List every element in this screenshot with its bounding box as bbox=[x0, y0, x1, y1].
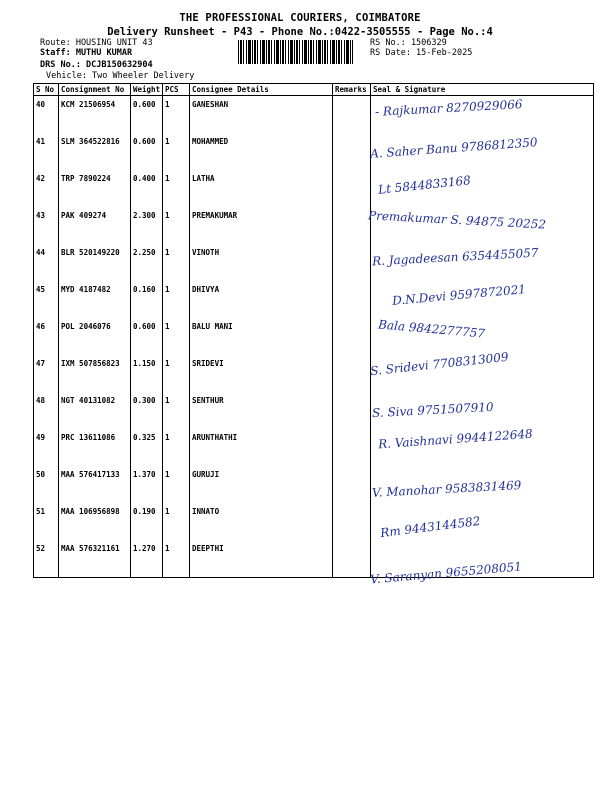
col-weight: Weight bbox=[131, 84, 163, 96]
handwritten-signature: - Rajkumar 8270929066 bbox=[374, 97, 523, 119]
cell-consignee: SENTHUR bbox=[190, 392, 333, 429]
cell-consignment: POL 2046076 bbox=[59, 318, 131, 355]
cell-weight: 0.600 bbox=[131, 96, 163, 134]
cell-pcs: 1 bbox=[163, 281, 190, 318]
cell-weight: 0.400 bbox=[131, 170, 163, 207]
cell-weight: 0.160 bbox=[131, 281, 163, 318]
cell-remarks bbox=[333, 466, 371, 503]
delivery-table bbox=[33, 83, 594, 578]
cell-consignee: DEEPTHI bbox=[190, 540, 333, 578]
handwritten-signature: V. Manohar 9583831469 bbox=[371, 478, 522, 500]
cell-remarks bbox=[333, 281, 371, 318]
table-row bbox=[34, 170, 594, 207]
handwritten-signature: Premakumar S. 94875 20252 bbox=[367, 208, 547, 232]
handwritten-signature: S. Siva 9751507910 bbox=[371, 399, 494, 421]
handwritten-signature: Rm 9443144582 bbox=[379, 513, 482, 541]
cell-sno: 45 bbox=[34, 281, 59, 318]
cell-pcs: 1 bbox=[163, 429, 190, 466]
runsheet-title: Delivery Runsheet - P43 - Phone No.:0422-3505555 - Page No.:4 bbox=[107, 26, 493, 38]
cell-consignment: PRC 13611086 bbox=[59, 429, 131, 466]
cell-consignment: MYD 4187482 bbox=[59, 281, 131, 318]
table-row bbox=[34, 392, 594, 429]
cell-weight: 0.325 bbox=[131, 429, 163, 466]
cell-sno: 49 bbox=[34, 429, 59, 466]
cell-weight: 1.150 bbox=[131, 355, 163, 392]
staff-label: Staff: MUTHU KUMAR bbox=[40, 48, 133, 58]
cell-consignment: KCM 21506954 bbox=[59, 96, 131, 134]
cell-pcs: 1 bbox=[163, 503, 190, 540]
cell-remarks bbox=[333, 429, 371, 466]
cell-consignee: GURUJI bbox=[190, 466, 333, 503]
cell-remarks bbox=[333, 392, 371, 429]
col-consignee: Consignee Details bbox=[190, 84, 333, 96]
cell-consignee: MOHAMMED bbox=[190, 133, 333, 170]
cell-consignee: LATHA bbox=[190, 170, 333, 207]
col-pcs: PCS bbox=[163, 84, 190, 96]
barcode bbox=[238, 40, 353, 64]
cell-sno: 47 bbox=[34, 355, 59, 392]
col-remarks: Remarks bbox=[333, 84, 371, 96]
cell-pcs: 1 bbox=[163, 466, 190, 503]
cell-pcs: 1 bbox=[163, 318, 190, 355]
cell-pcs: 1 bbox=[163, 540, 190, 578]
table-row bbox=[34, 355, 594, 392]
cell-pcs: 1 bbox=[163, 96, 190, 134]
cell-consignment: PAK 409274 bbox=[59, 207, 131, 244]
cell-pcs: 1 bbox=[163, 392, 190, 429]
handwritten-signature: D.N.Devi 9597872021 bbox=[391, 282, 527, 308]
cell-consignee: SRIDEVI bbox=[190, 355, 333, 392]
cell-remarks bbox=[333, 355, 371, 392]
handwritten-signature: Lt 5844833168 bbox=[377, 173, 472, 197]
handwritten-signature: R. Vaishnavi 9944122648 bbox=[377, 426, 534, 452]
cell-consignment: NGT 40131082 bbox=[59, 392, 131, 429]
cell-remarks bbox=[333, 96, 371, 134]
cell-remarks bbox=[333, 503, 371, 540]
col-signature: Seal & Signature bbox=[371, 84, 594, 96]
cell-consignee: INNATO bbox=[190, 503, 333, 540]
cell-consignment: BLR 520149220 bbox=[59, 244, 131, 281]
cell-consignee: ARUNTHATHI bbox=[190, 429, 333, 466]
cell-consignee: VINOTH bbox=[190, 244, 333, 281]
cell-pcs: 1 bbox=[163, 355, 190, 392]
company-name: THE PROFESSIONAL COURIERS, COIMBATORE bbox=[179, 12, 421, 24]
cell-consignee: GANESHAN bbox=[190, 96, 333, 134]
route-label: Route: HOUSING UNIT 43 bbox=[40, 38, 153, 48]
cell-sno: 50 bbox=[34, 466, 59, 503]
cell-sno: 44 bbox=[34, 244, 59, 281]
cell-weight: 1.270 bbox=[131, 540, 163, 578]
table-header-row bbox=[34, 84, 594, 96]
cell-consignment: IXM 507856823 bbox=[59, 355, 131, 392]
cell-remarks bbox=[333, 540, 371, 578]
cell-remarks bbox=[333, 244, 371, 281]
cell-sno: 46 bbox=[34, 318, 59, 355]
cell-remarks bbox=[333, 133, 371, 170]
cell-consignment: TRP 7890224 bbox=[59, 170, 131, 207]
cell-sno: 42 bbox=[34, 170, 59, 207]
handwritten-signature: Bala 9842277757 bbox=[377, 317, 486, 341]
cell-sno: 51 bbox=[34, 503, 59, 540]
cell-sno: 41 bbox=[34, 133, 59, 170]
cell-weight: 0.190 bbox=[131, 503, 163, 540]
rs-date: RS Date: 15-Feb-2025 bbox=[370, 48, 473, 58]
handwritten-signature: S. Sridevi 7708313009 bbox=[369, 349, 510, 379]
table-row bbox=[34, 503, 594, 540]
rs-number: RS No.: 1506329 bbox=[370, 38, 447, 48]
cell-remarks bbox=[333, 170, 371, 207]
cell-consignee: PREMAKUMAR bbox=[190, 207, 333, 244]
handwritten-signature: R. Jagadeesan 6354455057 bbox=[371, 245, 539, 269]
col-sno: S No bbox=[34, 84, 59, 96]
cell-consignment: MAA 576321161 bbox=[59, 540, 131, 578]
cell-pcs: 1 bbox=[163, 133, 190, 170]
cell-remarks bbox=[333, 207, 371, 244]
cell-weight: 0.600 bbox=[131, 133, 163, 170]
cell-pcs: 1 bbox=[163, 244, 190, 281]
cell-remarks bbox=[333, 318, 371, 355]
cell-sno: 52 bbox=[34, 540, 59, 578]
cell-sno: 48 bbox=[34, 392, 59, 429]
cell-weight: 2.300 bbox=[131, 207, 163, 244]
cell-consignment: SLM 364522816 bbox=[59, 133, 131, 170]
table-row bbox=[34, 318, 594, 355]
cell-consignment: MAA 106956898 bbox=[59, 503, 131, 540]
col-consignment: Consignment No bbox=[59, 84, 131, 96]
handwritten-signature: V. Saranyan 9655208051 bbox=[369, 559, 523, 587]
handwritten-signature: A. Saher Banu 9786812350 bbox=[369, 135, 538, 161]
cell-pcs: 1 bbox=[163, 170, 190, 207]
cell-consignee: BALU MANI bbox=[190, 318, 333, 355]
cell-weight: 2.250 bbox=[131, 244, 163, 281]
cell-weight: 0.600 bbox=[131, 318, 163, 355]
drs-label: DRS No.: DCJB150632904 bbox=[40, 60, 153, 70]
cell-sno: 40 bbox=[34, 96, 59, 134]
vehicle-label: Vehicle: Two Wheeler Delivery bbox=[46, 71, 195, 81]
cell-sno: 43 bbox=[34, 207, 59, 244]
cell-weight: 1.370 bbox=[131, 466, 163, 503]
cell-consignment: MAA 576417133 bbox=[59, 466, 131, 503]
cell-weight: 0.300 bbox=[131, 392, 163, 429]
cell-pcs: 1 bbox=[163, 207, 190, 244]
cell-consignee: DHIVYA bbox=[190, 281, 333, 318]
